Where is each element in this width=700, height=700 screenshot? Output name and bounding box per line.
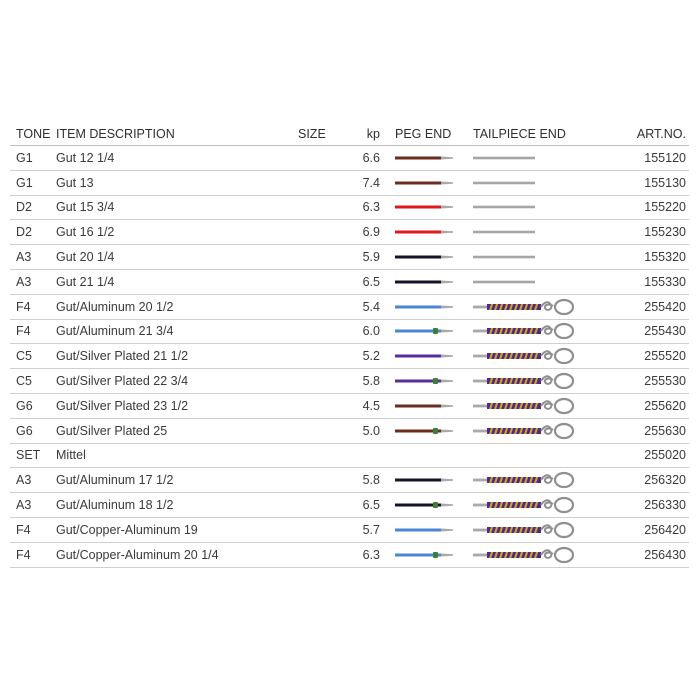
peg-end-icon: [395, 203, 455, 211]
art-no-cell: 256330: [644, 498, 686, 513]
size-cell: [298, 196, 338, 220]
table-header: [10, 122, 689, 146]
art-no-cell: 255020: [644, 448, 686, 463]
plain-tail-icon: [473, 278, 537, 286]
tailpiece-end-cell: [473, 245, 593, 269]
peg-end-icon: [395, 402, 455, 410]
peg-end-icon: [395, 476, 455, 484]
tailpiece-end-cell: [473, 394, 593, 418]
tone-cell: A3: [16, 498, 32, 513]
tailpiece-end-cell: [473, 295, 593, 319]
plain-tail-icon: [473, 179, 537, 187]
tone-cell: G6: [16, 423, 33, 438]
peg-end-cell: [395, 543, 470, 567]
tailpiece-end-cell: [473, 196, 593, 220]
peg-end-icon: [395, 427, 455, 435]
loop-tail-icon: [473, 396, 577, 416]
art-no-cell: 256420: [644, 522, 686, 537]
peg-end-icon: [395, 551, 455, 559]
peg-end-cell: [395, 146, 470, 170]
peg-end-icon: [395, 501, 455, 509]
peg-end-cell: [395, 493, 470, 517]
size-cell: [298, 270, 338, 294]
tone-cell: F4: [16, 324, 31, 339]
header-size: SIZE: [298, 126, 326, 141]
plain-tail-icon: [473, 228, 537, 236]
table-row[interactable]: [10, 295, 689, 320]
size-cell: [298, 344, 338, 368]
art-no-cell: 155230: [644, 225, 686, 240]
peg-end-icon: [395, 526, 455, 534]
table-row[interactable]: [10, 320, 689, 345]
loop-tail-icon: [473, 297, 577, 317]
tailpiece-end-cell: [473, 320, 593, 344]
tone-cell: SET: [16, 448, 41, 463]
peg-end-cell: [395, 171, 470, 195]
size-cell: [298, 171, 338, 195]
peg-end-cell: [395, 196, 470, 220]
size-cell: [298, 518, 338, 542]
art-no-cell: 256430: [644, 547, 686, 562]
tailpiece-end-cell: [473, 171, 593, 195]
table-row[interactable]: [10, 171, 689, 196]
tailpiece-end-cell: [473, 270, 593, 294]
peg-end-cell: [395, 270, 470, 294]
description-cell: Gut/Silver Plated 22 3/4: [56, 374, 189, 389]
header-description: ITEM DESCRIPTION: [56, 126, 175, 141]
table-row[interactable]: [10, 270, 689, 295]
kp-cell: 6.3: [362, 547, 380, 562]
peg-end-cell: [395, 344, 470, 368]
header-art-no: ART.NO.: [636, 126, 686, 141]
table-row[interactable]: [10, 245, 689, 270]
tailpiece-end-cell: [473, 419, 593, 443]
header-tone: TONE: [16, 126, 51, 141]
peg-end-icon: [395, 228, 455, 236]
size-cell: [298, 245, 338, 269]
size-cell: [298, 295, 338, 319]
table-row[interactable]: [10, 444, 689, 469]
description-cell: Gut/Aluminum 18 1/2: [56, 498, 174, 513]
size-cell: [298, 369, 338, 393]
peg-end-icon: [395, 179, 455, 187]
peg-end-cell: [395, 444, 470, 468]
kp-cell: 7.4: [362, 175, 380, 190]
art-no-cell: 155320: [644, 250, 686, 265]
peg-end-cell: [395, 419, 470, 443]
kp-cell: 5.0: [362, 423, 380, 438]
plain-tail-icon: [473, 154, 537, 162]
size-cell: [298, 394, 338, 418]
loop-tail-icon: [473, 520, 577, 540]
table-body: [10, 146, 689, 568]
description-cell: Gut 20 1/4: [56, 250, 115, 265]
header-peg-end: PEG END: [395, 126, 452, 141]
kp-cell: 6.6: [362, 150, 380, 165]
table-row[interactable]: [10, 344, 689, 369]
kp-cell: 5.7: [362, 522, 380, 537]
loop-tail-icon: [473, 371, 577, 391]
kp-cell: 5.9: [362, 250, 380, 265]
tone-cell: D2: [16, 225, 32, 240]
art-no-cell: 155130: [644, 175, 686, 190]
tone-cell: G6: [16, 398, 33, 413]
description-cell: Gut/Copper-Aluminum 20 1/4: [56, 547, 219, 562]
art-no-cell: 255630: [644, 423, 686, 438]
peg-end-cell: [395, 245, 470, 269]
peg-end-cell: [395, 295, 470, 319]
tone-cell: C5: [16, 349, 32, 364]
size-cell: [298, 146, 338, 170]
art-no-cell: 255620: [644, 398, 686, 413]
plain-tail-icon: [473, 253, 537, 261]
peg-end-cell: [395, 220, 470, 244]
description-cell: Gut 12 1/4: [56, 150, 115, 165]
peg-end-cell: [395, 394, 470, 418]
description-cell: Gut/Aluminum 21 3/4: [56, 324, 174, 339]
kp-cell: 5.8: [362, 473, 380, 488]
size-cell: [298, 419, 338, 443]
art-no-cell: 256320: [644, 473, 686, 488]
table-row[interactable]: [10, 369, 689, 394]
description-cell: Gut 13: [56, 175, 94, 190]
loop-tail-icon: [473, 545, 577, 565]
loop-tail-icon: [473, 470, 577, 490]
header-tailpiece-end: TAILPIECE END: [473, 126, 566, 141]
tone-cell: C5: [16, 374, 32, 389]
kp-cell: 6.3: [362, 200, 380, 215]
peg-end-icon: [395, 352, 455, 360]
description-cell: Gut 21 1/4: [56, 274, 115, 289]
art-no-cell: 255430: [644, 324, 686, 339]
table-row[interactable]: [10, 146, 689, 171]
table-row[interactable]: [10, 419, 689, 444]
tone-cell: D2: [16, 200, 32, 215]
peg-end-icon: [395, 377, 455, 385]
size-cell: [298, 543, 338, 567]
peg-end-icon: [395, 327, 455, 335]
loop-tail-icon: [473, 321, 577, 341]
peg-end-icon: [395, 253, 455, 261]
tailpiece-end-cell: [473, 444, 593, 468]
tone-cell: G1: [16, 175, 33, 190]
table-row[interactable]: [10, 468, 689, 493]
peg-end-cell: [395, 369, 470, 393]
tailpiece-end-cell: [473, 493, 593, 517]
size-cell: [298, 320, 338, 344]
peg-end-icon: [395, 154, 455, 162]
art-no-cell: 155330: [644, 274, 686, 289]
tone-cell: F4: [16, 522, 31, 537]
description-cell: Gut 15 3/4: [56, 200, 115, 215]
tailpiece-end-cell: [473, 369, 593, 393]
tailpiece-end-cell: [473, 220, 593, 244]
table-row[interactable]: [10, 196, 689, 221]
art-no-cell: 255530: [644, 374, 686, 389]
tone-cell: F4: [16, 547, 31, 562]
header-kp: kp: [366, 126, 380, 141]
description-cell: Gut/Copper-Aluminum 19: [56, 522, 198, 537]
tailpiece-end-cell: [473, 468, 593, 492]
art-no-cell: 155120: [644, 150, 686, 165]
description-cell: Gut/Silver Plated 23 1/2: [56, 398, 189, 413]
kp-cell: 4.5: [362, 398, 380, 413]
size-cell: [298, 220, 338, 244]
description-cell: Gut/Silver Plated 25: [56, 423, 168, 438]
description-cell: Gut 16 1/2: [56, 225, 115, 240]
tone-cell: A3: [16, 274, 32, 289]
table-row[interactable]: [10, 493, 689, 518]
plain-tail-icon: [473, 203, 537, 211]
tailpiece-end-cell: [473, 543, 593, 567]
kp-cell: 6.0: [362, 324, 380, 339]
table-row[interactable]: [10, 220, 689, 245]
size-cell: [298, 493, 338, 517]
table-row[interactable]: [10, 394, 689, 419]
table-row[interactable]: [10, 543, 689, 568]
peg-end-icon: [395, 278, 455, 286]
art-no-cell: 155220: [644, 200, 686, 215]
kp-cell: 5.4: [362, 299, 380, 314]
tailpiece-end-cell: [473, 344, 593, 368]
peg-end-cell: [395, 320, 470, 344]
kp-cell: 5.2: [362, 349, 380, 364]
table-row[interactable]: [10, 518, 689, 543]
peg-end-cell: [395, 518, 470, 542]
kp-cell: 6.5: [362, 274, 380, 289]
tone-cell: A3: [16, 250, 32, 265]
peg-end-cell: [395, 468, 470, 492]
loop-tail-icon: [473, 421, 577, 441]
art-no-cell: 255520: [644, 349, 686, 364]
description-cell: Gut/Aluminum 20 1/2: [56, 299, 174, 314]
kp-cell: 6.9: [362, 225, 380, 240]
art-no-cell: 255420: [644, 299, 686, 314]
kp-cell: 6.5: [362, 498, 380, 513]
kp-cell: [340, 444, 380, 468]
loop-tail-icon: [473, 346, 577, 366]
kp-cell: 5.8: [362, 374, 380, 389]
size-cell: [298, 468, 338, 492]
size-cell: [298, 444, 338, 468]
string-table: [10, 122, 689, 568]
peg-end-icon: [395, 303, 455, 311]
tailpiece-end-cell: [473, 518, 593, 542]
description-cell: Gut/Aluminum 17 1/2: [56, 473, 174, 488]
tone-cell: A3: [16, 473, 32, 488]
tone-cell: G1: [16, 150, 33, 165]
description-cell: Gut/Silver Plated 21 1/2: [56, 349, 189, 364]
description-cell: Mittel: [56, 448, 86, 463]
tone-cell: F4: [16, 299, 31, 314]
tailpiece-end-cell: [473, 146, 593, 170]
loop-tail-icon: [473, 495, 577, 515]
